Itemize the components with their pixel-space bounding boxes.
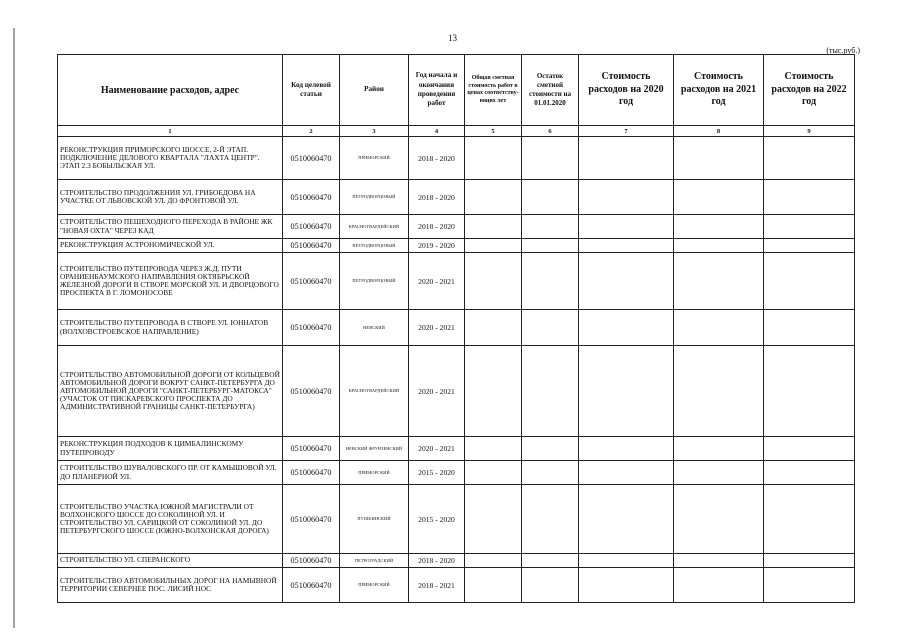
row-district: ПЕТРОДВОРЦОВЫЙ: [340, 180, 409, 215]
row-years: 2018 - 2020: [409, 554, 465, 568]
row-total-cost: [465, 253, 522, 310]
row-cost-2020: [579, 346, 674, 437]
row-cost-2021: [674, 239, 764, 253]
table-row: [58, 485, 855, 554]
row-cost-2021: [674, 253, 764, 310]
row-name: СТРОИТЕЛЬСТВО УЧАСТКА ЮЖНОЙ МАГИСТРАЛИ ОТ ВОЛХОНСКОГО ШОССЕ ДО СОКОЛИНОЙ УЛ. И СТРОИТЕЛЬСТВО УЛ. САРИЦКОЙ ОТ СОКОЛИНОЙ УЛ. ДО ПЕТЕРБУРГСКОГО ШОССЕ (ЮЖНО-ВОЛХОНСКАЯ ДОРОГА): [58, 485, 283, 554]
row-cost-2021: [674, 485, 764, 554]
row-cost-2020: [579, 253, 674, 310]
row-code: 0510060470: [283, 437, 340, 461]
row-name: СТРОИТЕЛЬСТВО ПУТЕПРОВОДА В СТВОРЕ УЛ. ЮННАТОВ (ВОЛХОВСТРОЕВСКОЕ НАПРАВЛЕНИЕ): [58, 310, 283, 346]
row-name: РЕКОНСТРУКЦИЯ АСТРОНОМИЧЕСКОЙ УЛ.: [58, 239, 283, 253]
row-remainder: [522, 239, 579, 253]
row-remainder: [522, 346, 579, 437]
row-total-cost: [465, 215, 522, 239]
table-row: [58, 215, 855, 239]
header-total-cost: Общая сметная стоимость работ в ценах соответству-ющих лет: [465, 55, 522, 126]
row-total-cost: [465, 568, 522, 603]
row-years: 2020 - 2021: [409, 437, 465, 461]
row-remainder: [522, 253, 579, 310]
row-code: 0510060470: [283, 346, 340, 437]
row-code: 0510060470: [283, 568, 340, 603]
row-district: НЕВСКИЙ ФРУНЗЕНСКИЙ: [340, 437, 409, 461]
row-remainder: [522, 461, 579, 485]
table-row: [58, 137, 855, 180]
header-cost-2022: Стоимость расходов на 2022 год: [764, 55, 855, 126]
row-cost-2022: [764, 568, 855, 603]
row-cost-2020: [579, 461, 674, 485]
row-remainder: [522, 180, 579, 215]
row-district: КРАСНОГВАРДЕЙСКИЙ: [340, 215, 409, 239]
row-cost-2022: [764, 461, 855, 485]
row-cost-2021: [674, 461, 764, 485]
table-row: [58, 461, 855, 485]
row-cost-2022: [764, 346, 855, 437]
table-row: [58, 180, 855, 215]
row-remainder: [522, 310, 579, 346]
row-total-cost: [465, 554, 522, 568]
row-cost-2020: [579, 310, 674, 346]
row-years: 2018 - 2020: [409, 137, 465, 180]
header-cost-2020: Стоимость расходов на 2020 год: [579, 55, 674, 126]
header-district: Район: [340, 55, 409, 126]
row-years: 2018 - 2020: [409, 215, 465, 239]
row-name: СТРОИТЕЛЬСТВО АВТОМОБИЛЬНЫХ ДОРОГ НА НАМЫВНОЙ ТЕРРИТОРИИ СЕВЕРНЕЕ ПОС. ЛИСИЙ НОС: [58, 568, 283, 603]
table-row: [58, 346, 855, 437]
row-years: 2020 - 2021: [409, 346, 465, 437]
row-years: 2019 - 2020: [409, 239, 465, 253]
header-years: Год начала и окончания проведения работ: [409, 55, 465, 126]
row-total-cost: [465, 137, 522, 180]
row-years: 2015 - 2020: [409, 485, 465, 554]
row-code: 0510060470: [283, 215, 340, 239]
row-name: СТРОИТЕЛЬСТВО ШУВАЛОВСКОГО ПР. ОТ КАМЫШОВОЙ УЛ. ДО ПЛАНЕРНОЙ УЛ.: [58, 461, 283, 485]
column-number: 4: [409, 126, 465, 137]
row-cost-2021: [674, 346, 764, 437]
row-district: ПЕТРОГРАДСКИЙ: [340, 554, 409, 568]
row-name: СТРОИТЕЛЬСТВО УЛ. СПЕРАНСКОГО: [58, 554, 283, 568]
table-row: [58, 554, 855, 568]
row-cost-2021: [674, 215, 764, 239]
row-code: 0510060470: [283, 180, 340, 215]
column-number-row: [58, 126, 855, 137]
row-remainder: [522, 137, 579, 180]
row-cost-2020: [579, 437, 674, 461]
row-total-cost: [465, 239, 522, 253]
row-name: СТРОИТЕЛЬСТВО ПЕШЕХОДНОГО ПЕРЕХОДА В РАЙОНЕ ЖК "НОВАЯ ОХТА" ЧЕРЕЗ КАД: [58, 215, 283, 239]
table-row: [58, 239, 855, 253]
row-total-cost: [465, 310, 522, 346]
row-cost-2021: [674, 554, 764, 568]
row-name: СТРОИТЕЛЬСТВО ПУТЕПРОВОДА ЧЕРЕЗ Ж.Д. ПУТИ ОРАНИЕНБАУМСКОГО НАПРАВЛЕНИЯ ОКТЯБРЬСКОЙ ЖЕЛЕЗНОЙ ДОРОГИ В СТВОРЕ МОРСКОЙ УЛ. И ДВОРЦОВОГО ПРОСПЕКТА В Г. ЛОМОНОСОВЕ: [58, 253, 283, 310]
page-edge: [13, 28, 15, 628]
row-code: 0510060470: [283, 310, 340, 346]
row-code: 0510060470: [283, 137, 340, 180]
row-district: ПЕТРОДВОРЦОВЫЙ: [340, 239, 409, 253]
page-number: 13: [448, 33, 457, 43]
row-remainder: [522, 568, 579, 603]
row-cost-2020: [579, 239, 674, 253]
expenses-table: [57, 54, 855, 603]
row-code: 0510060470: [283, 485, 340, 554]
row-district: ПРИМОРСКИЙ: [340, 461, 409, 485]
row-total-cost: [465, 461, 522, 485]
row-cost-2022: [764, 310, 855, 346]
row-cost-2020: [579, 485, 674, 554]
row-district: ПРИМОРСКИЙ: [340, 568, 409, 603]
row-district: ПУШКИНСКИЙ: [340, 485, 409, 554]
row-code: 0510060470: [283, 253, 340, 310]
header-remainder: Остаток сметной стоимости на 01.01.2020: [522, 55, 579, 126]
column-number: 8: [674, 126, 764, 137]
column-number: 5: [465, 126, 522, 137]
row-cost-2022: [764, 180, 855, 215]
row-cost-2021: [674, 180, 764, 215]
column-number: 6: [522, 126, 579, 137]
row-cost-2022: [764, 485, 855, 554]
row-code: 0510060470: [283, 461, 340, 485]
units-label: (тыс.руб.): [826, 46, 860, 55]
row-cost-2020: [579, 137, 674, 180]
row-cost-2022: [764, 215, 855, 239]
table-row: [58, 568, 855, 603]
row-years: 2015 - 2020: [409, 461, 465, 485]
row-cost-2020: [579, 554, 674, 568]
row-total-cost: [465, 180, 522, 215]
row-district: НЕВСКИЙ: [340, 310, 409, 346]
row-remainder: [522, 554, 579, 568]
table-row: [58, 253, 855, 310]
column-number: 2: [283, 126, 340, 137]
column-number: 7: [579, 126, 674, 137]
header-code: Код целевой статьи: [283, 55, 340, 126]
row-total-cost: [465, 346, 522, 437]
row-years: 2018 - 2021: [409, 568, 465, 603]
table-row: [58, 437, 855, 461]
row-remainder: [522, 485, 579, 554]
row-total-cost: [465, 437, 522, 461]
header-row: [58, 55, 855, 126]
row-cost-2022: [764, 554, 855, 568]
row-remainder: [522, 215, 579, 239]
row-cost-2022: [764, 137, 855, 180]
column-number: 9: [764, 126, 855, 137]
row-cost-2022: [764, 437, 855, 461]
row-name: РЕКОНСТРУКЦИЯ ПОДХОДОВ К ЦИМБАЛИНСКОМУ ПУТЕПРОВОДУ: [58, 437, 283, 461]
row-cost-2021: [674, 310, 764, 346]
row-years: 2020 - 2021: [409, 310, 465, 346]
header-cost-2021: Стоимость расходов на 2021 год: [674, 55, 764, 126]
row-cost-2022: [764, 253, 855, 310]
row-name: СТРОИТЕЛЬСТВО АВТОМОБИЛЬНОЙ ДОРОГИ ОТ КОЛЬЦЕВОЙ АВТОМОБИЛЬНОЙ ДОРОГИ ВОКРУГ САНКТ-ПЕТЕРБУРГА ДО АВТОМОБИЛЬНОЙ ДОРОГИ "САНКТ-ПЕТЕРБУРГ-МАТОКСА" (УЧАСТОК ОТ ПИСКАРЕВСКОГО ПРОСПЕКТА ДО АДМИНИСТРАТИВНОЙ ГРАНИЦЫ САНКТ-ПЕТЕРБУРГА): [58, 346, 283, 437]
row-cost-2022: [764, 239, 855, 253]
row-district: ПРИМОРСКИЙ: [340, 137, 409, 180]
row-district: ПЕТРОДВОРЦОВЫЙ: [340, 253, 409, 310]
row-cost-2021: [674, 137, 764, 180]
row-years: 2020 - 2021: [409, 253, 465, 310]
row-remainder: [522, 437, 579, 461]
row-name: РЕКОНСТРУКЦИЯ ПРИМОРСКОГО ШОССЕ, 2-Й ЭТАП. ПОДКЛЮЧЕНИЕ ДЕЛОВОГО КВАРТАЛА "ЛАХТА ЦЕНТР". ЭТАП 2.3 БОБЫЛЬСКАЯ УЛ.: [58, 137, 283, 180]
row-cost-2020: [579, 215, 674, 239]
row-cost-2020: [579, 568, 674, 603]
table-row: [58, 310, 855, 346]
row-code: 0510060470: [283, 239, 340, 253]
row-cost-2021: [674, 568, 764, 603]
row-cost-2021: [674, 437, 764, 461]
row-cost-2020: [579, 180, 674, 215]
row-code: 0510060470: [283, 554, 340, 568]
row-district: КРАСНОГВАРДЕЙСКИЙ: [340, 346, 409, 437]
row-name: СТРОИТЕЛЬСТВО ПРОДОЛЖЕНИЯ УЛ. ГРИБОЕДОВА НА УЧАСТКЕ ОТ ЛЬВОВСКОЙ УЛ. ДО ФРОНТОВОЙ УЛ.: [58, 180, 283, 215]
column-number: 1: [58, 126, 283, 137]
row-total-cost: [465, 485, 522, 554]
row-years: 2018 - 2020: [409, 180, 465, 215]
column-number: 3: [340, 126, 409, 137]
header-name: Наименование расходов, адрес: [58, 55, 283, 126]
